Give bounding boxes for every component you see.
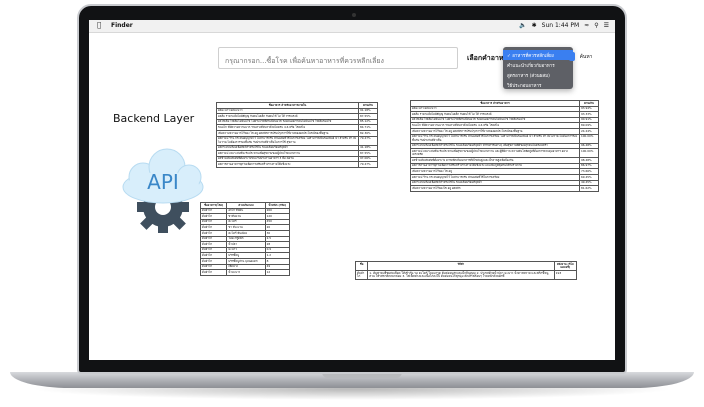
table-cell: ผลการทานอาหารทุกวันเพื่อการเสริมสร้างร่างกายให้แข็งแรง (217, 162, 359, 168)
table-header: ชื่อ (356, 262, 368, 271)
table-cell: ต้มยำไก่ (201, 225, 227, 231)
table-cell: 73.66% (580, 169, 599, 175)
table-cell: 69.45% (580, 174, 599, 180)
table-cell: ต้มยำไก่ (201, 219, 227, 225)
table-cell: ผลไข่เต็ม ไข่เต็มไม่มีนมไข่ ไม่ครบโรคที่เกินนี้มีนมไข่ รองคนอยเราคนไม่มีนมไข่ ไข่เต็มของไข่ (217, 119, 359, 125)
table-cell: 0.9 (265, 247, 289, 253)
table-cell: 79.47% (359, 162, 378, 168)
table-cell: ต้มยำไก่ (201, 236, 227, 242)
clock[interactable]: Sun 1:44 PM (541, 22, 580, 29)
table-cell: ผลกระทบพร้อมเนื้อสัตว์สำหรับใช้ใน ขนมเต็มพร้อมที่จุดพ้ำ (411, 180, 580, 186)
table-cell: ต้มยำไก่ (201, 242, 227, 248)
table-cell: 93.33% (580, 112, 599, 118)
table-cell: 89.09% (580, 123, 599, 129)
table-cell: ผลส้ม ราคาแพ้ยไม่มีสัญญ กับคนไม่เด็ก กับคนไข้ ไม่ ให้ วรรณรงค์ (217, 114, 359, 120)
table-cell: 2.5 (265, 236, 289, 242)
mac-menubar (89, 20, 615, 33)
table-cell: เห็ดฟาง (227, 264, 265, 270)
table-cell: ข่า หั่น แว่น (227, 225, 265, 231)
table-header-row (356, 262, 577, 271)
table-cell: 93.94% (580, 106, 599, 112)
table-cell: ตะไคร้ หั่นเฉียง (227, 230, 265, 236)
results-table-2 (410, 100, 599, 192)
table-cell: 120 (265, 214, 289, 220)
table-cell: ผลมะนาว ผลมะนาว (217, 108, 359, 114)
table-cell: 87.55% (359, 114, 378, 120)
table-cell: ต้มยำไก่ (201, 247, 227, 253)
table-header: น้ำหนัก (กรัม) (265, 203, 289, 209)
table-cell: ผลกาแฟ เหมาะสมที่จะรับประทานเพื่อสุขภาพของผู้ป่วยโรคเบาหวาน (217, 151, 359, 157)
table-cell: 30 (265, 230, 289, 236)
table-cell: 87.55% (359, 151, 378, 157)
table-cell: 28 (265, 242, 289, 248)
table-cell: 90.91% (580, 117, 599, 123)
table-row (411, 186, 599, 192)
table-cell: ผลกระทบพร้อมเนื้อสัตว์สำหรับใช้ใน ขนมเต็มพร้อมที่จุดพ้ำ ทำกิจกรรมต่างๆ เพื่อสุขภาพที่ดีของทุกคนในครอบครัว (411, 143, 580, 149)
table-cell: 20 (265, 225, 289, 231)
table-body (217, 108, 378, 167)
table-row (201, 270, 290, 276)
table-cell: 98.48% (580, 158, 599, 164)
spotlight-icon[interactable]: ⚲ (594, 22, 599, 29)
table-header: ส่วนประกอบ (227, 203, 265, 209)
table-cell: ต้มยำไก่ (201, 253, 227, 259)
table-cell: ต้มยำไก่ (201, 208, 227, 214)
table-cell: 91.18% (359, 108, 378, 114)
table-header: ชื่ออาหาร สำหรับอาหารภายใน (217, 103, 359, 109)
table-row (356, 271, 577, 280)
table-cell: 8 (265, 258, 289, 264)
laptop-screen (89, 20, 615, 360)
table-cell: ผลกาแฟ ร้าน กระทบอนุญาตไว้ ไม่สามารถรับ ส่วนผสมที่ใช้ในการเตรียม (411, 174, 580, 180)
table-cell: ผลข้างเคียงพิเศษที่ต้องระวัง ควรหลีกเลี่ยงอาหารที่มีไขมันสูงและน้ำตาลสูงเพื่อป้องกัน (411, 158, 580, 164)
volume-icon[interactable]: 🔈 (519, 22, 527, 29)
table-cell: ผลไข่เต็ม ไข่เต็มไม่มีนมไข่ ไม่ครบโรคที่เกินนี้มีนมไข่ รองคนอยเราคนไม่มีนมไข่ ไข่เต็มของไข่ (411, 117, 580, 123)
table-header: ชื่ออาหาร สำหรับอาหาร (411, 101, 580, 107)
table-cell: ขนมโก ที่มีความหวานมาก รวมทางที่มันว่าด้วยไม่ครบ 4.6 หรือ โรคท่ไม่ (411, 123, 580, 129)
bluetooth-icon[interactable]: ✱ (531, 22, 537, 29)
table-cell: 200 (265, 208, 289, 214)
table-cell: 96.48% (580, 143, 599, 149)
table-cell: 193 (554, 271, 576, 280)
category-select-label: เลือกคำอาห (467, 54, 504, 62)
table-cell: มะนาว (227, 247, 265, 253)
table-cell: 79.47% (359, 136, 378, 145)
table-cell: 97.06% (359, 156, 378, 162)
table-header: วิธีทำ (368, 262, 554, 271)
api-text: API (147, 170, 179, 194)
table-cell: 1.2 (265, 253, 289, 259)
table-cell: เพิ่มความหวานมากไว้ของ ไข่ อยู่ ผลหลักการปรับปรุงการใช้งานของผลประโยชน์ของพื้นฐาน (411, 128, 580, 134)
table-cell: 41.18% (359, 145, 378, 151)
table-header: ผ่านเกิน (580, 101, 599, 107)
table-cell: 85.12% (359, 119, 378, 125)
table-cell: 81.62% (580, 186, 599, 192)
table-row (411, 134, 599, 143)
table-cell: ต้มยำไก่ (201, 230, 227, 236)
table-cell: พริกขี้หนู (227, 253, 265, 259)
table-cell: 86.97% (580, 163, 599, 169)
table-cell: 450 (265, 219, 289, 225)
table-row (217, 162, 378, 168)
laptop-base (10, 372, 694, 388)
dropdown-option[interactable]: สูตรอาหาร (ส่วนผสม) (507, 73, 550, 79)
table-cell: อกไก่ ที่หมั่น (227, 208, 265, 214)
table-body (356, 271, 577, 280)
table-cell: น้ำมะนาว (227, 270, 265, 276)
table-cell: ผลการทานอาหารทุกวันเพื่อการเสริมสร้างร่างกายให้แข็งแรง และเพิ่มภูมิคุ้มกันให้กับร่างกาย (411, 163, 580, 169)
table-cell: ผลข้างเคียงพิเศษที่ต้องระวังขณะรับประทานอาหาร 3 มื้อ ต่อวัน (217, 156, 359, 162)
table-cell: ต้มยำไก่ (201, 214, 227, 220)
api-cloud-gear-icon (117, 145, 209, 235)
table-cell: ผลกาแฟ ร้าน กระทบอนุญาตไว้ ไม่สามารถรับ ส่วนผสมที่ใช้ในการเตรียม ไม่สามารถเป็นของพันธ์ นำ สำหรับ ทำ ยังไม่ว่าจะไม่ต้องการรองพื้นกับ รับประกันที่จำเป็น (411, 134, 580, 143)
table-header: ชื่ออาหาร(โรค) (201, 203, 227, 209)
table-cell: ผลกาแฟ ร้าน กระทบอนุญาตไว้ ไม่สามารถรับ ส่วนผสมที่ใช้ในการเตรียม ไม่สามารถเป็นของพันธ์ นำ สำหรับ ทำ ยังไม่ว่าจะไม่ต้องการรองพื้นกับ รับประกันที่จำเป็นในการใช้ สุขภาพ (217, 136, 359, 145)
backend-layer-label: Backend Layer (113, 112, 195, 125)
menubar-app-name[interactable]: Finder (111, 22, 133, 29)
dropdown-option[interactable]: คำแนะนำเกี่ยวกับอาหาร (507, 63, 555, 69)
table-cell: เพิ่มความหวานมากไว้ของไข่ อยู่ ผลหลัก (411, 186, 580, 192)
table-header: หลังงาน (กิโลแคลอรี่) (554, 262, 576, 271)
table-cell: 84.71% (359, 125, 378, 131)
table-cell: ตะไคร้ (227, 219, 265, 225)
table-row (217, 136, 378, 145)
wifi-icon[interactable]: ≈ (584, 22, 590, 29)
recipe-method-table (355, 261, 577, 280)
table-cell: ผลมะนาว ผลมะนาว (411, 106, 580, 112)
dropdown-option-selected[interactable]: ✓ อาหารที่ควรหลีกเลี่ยง (503, 50, 573, 60)
table-cell: ใบมะกรูดฉีก (227, 236, 265, 242)
table-cell: ต้มยำไก่ (201, 258, 227, 264)
table-cell: 100.00% (580, 134, 599, 143)
table-row (411, 149, 599, 158)
category-dropdown[interactable] (503, 47, 573, 89)
table-cell: 82.36% (359, 130, 378, 136)
table-cell: พริกขี้หนูสวน บุบพอแตก (227, 258, 265, 264)
table-cell: เพิ่มความหวานมากไว้ของ ไข่ อยู่ (411, 169, 580, 175)
table-body (201, 208, 290, 275)
table-cell: น้ำปลา (227, 242, 265, 248)
table-cell: 49 (265, 264, 289, 270)
table-cell: 1. ต้มพาหะพืชผสมเลือด ให้เข้ากัน รอ ตะไคร้ ใบมะกรูด ต้มต่อจนสุกและมีกลิ่นหอม 2. ปรุงรสด้วยน้ำปลา มะนาว น้ำตาลทราย และพริกขี้หนูสวน ให้รสชาติกลมกล่อม 3. ใส่เห็ดฟางและเนื้อไก่ลงไป ต้มต่อจนไก่สุกนุ่ม ตักเสิร์ฟร้อนๆ โรยหน้าด้วยผักชี (368, 271, 554, 280)
table-cell: ต้มยำไก่ (356, 271, 368, 280)
table-cell: ผลกระทบพร้อมเนื้อสัตว์สำหรับใช้ใน ขนมเต็มพร้อมที่จุดพ้ำ (217, 145, 359, 151)
camera-icon (352, 13, 356, 17)
table-cell: 24.24% (580, 128, 599, 134)
menubar-status (519, 22, 609, 29)
apple-icon[interactable] (97, 21, 101, 29)
dropdown-option[interactable]: วิธีประกอบอาหาร (507, 83, 542, 89)
table-cell: ต้มยำไก่ (201, 264, 227, 270)
table-header: ผ่านเกิน (359, 103, 378, 109)
table-cell: เพิ่มความหวานมากไว้ของ ไข่ อยู่ ผลหลักการปรับปรุงการใช้งานของผลประโยชน์ของพื้นฐาน (217, 130, 359, 136)
table-body (411, 106, 599, 191)
disease-search-input[interactable] (219, 51, 457, 71)
table-cell: ขนมโก ที่มีความหวานมาก รวมทางที่มันว่าด้วยไม่ครบ 4.6 หรือ โรคท่ไม่ (217, 125, 359, 131)
table-cell: 49.45% (580, 180, 599, 186)
ingredients-table (200, 202, 290, 276)
table-cell: ต้มยำไก่ (201, 270, 227, 276)
table-cell: ผลส้ม ราคาแพ้ยไม่มีสัญญ กับคนไม่เด็ก กับคนไข้ ไม่ ให้ วรรณรงค์ (411, 112, 580, 118)
search-button[interactable]: ค้นหา (575, 51, 597, 62)
table-cell: ผลกาแฟ เหมาะสมที่จะรับประทานเพื่อสุขภาพของผู้ป่วยโรคเบาหวาน และผู้ที่มีภาวะความดันโลหิตสูงที่ต้องการควบคุมอาหาร อย่างเคร่งครัด (411, 149, 580, 158)
menu-list-icon[interactable]: ☰ (603, 22, 609, 29)
results-table-1 (216, 102, 378, 168)
table-cell: ข่าหั่นแว่น (227, 214, 265, 220)
table-cell: 12 (265, 270, 289, 276)
table-cell: 100.00% (580, 149, 599, 158)
search-box (218, 47, 458, 69)
